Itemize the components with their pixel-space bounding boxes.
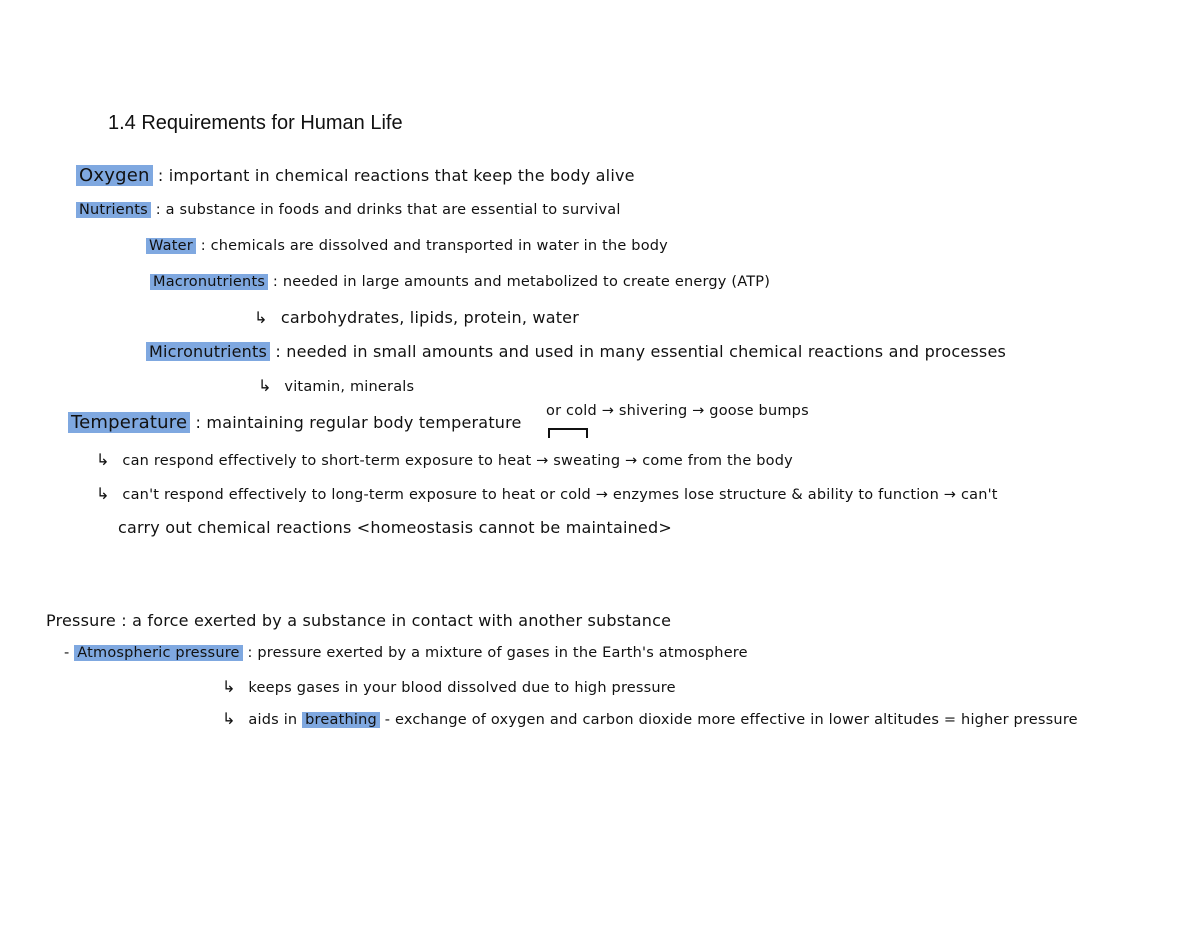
water-text: chemicals are dissolved and transported in water in the body: [210, 238, 668, 254]
nutrients-line: [76, 202, 621, 218]
nutrients-sep: :: [155, 202, 161, 218]
pressure-term: Pressure: [46, 611, 116, 630]
temperature-point-1: [96, 450, 793, 469]
pressure-sub-2-post: - exchange of oxygen and carbon dioxide more effective in lower altitudes = higher pressure: [384, 712, 1078, 728]
breathing-term: breathing: [302, 712, 380, 728]
micro-line: [146, 342, 1006, 361]
pressure-sub-1: [222, 677, 676, 696]
oxygen-sep: :: [157, 166, 164, 185]
sub-arrow-icon: ↳: [258, 376, 272, 395]
atmospheric-line: [64, 645, 748, 661]
bracket-mark: [548, 428, 588, 438]
pressure-sub-2: [222, 709, 1078, 728]
macro-term: Macronutrients: [150, 274, 268, 290]
temperature-point-2-text: can't respond effectively to long-term exposure to heat or cold → enzymes lose structure & ability to function → can't: [122, 487, 998, 503]
macro-text: needed in large amounts and metabolized to create energy (ATP): [282, 274, 771, 290]
pressure-sub-2-pre: aids in: [248, 712, 298, 728]
temperature-point-1-text: can respond effectively to short-term exposure to heat → sweating → come from the body: [122, 453, 793, 469]
micro-term: Micronutrients: [146, 342, 270, 361]
temperature-text: maintaining regular body temperature: [206, 413, 522, 432]
pressure-line: [46, 611, 671, 630]
water-term: Water: [146, 238, 196, 254]
oxygen-text: important in chemical reactions that keep the body alive: [168, 166, 635, 185]
temperature-sep: :: [195, 413, 202, 432]
micro-text: needed in small amounts and used in many essential chemical reactions and processes: [286, 342, 1007, 361]
macro-line: [150, 274, 770, 290]
atmospheric-term: Atmospheric pressure: [74, 645, 242, 661]
sub-arrow-icon: ↳: [96, 484, 110, 503]
temperature-term: Temperature: [68, 412, 190, 433]
atmospheric-dash: -: [64, 645, 70, 661]
micro-sub-line: [258, 376, 414, 395]
macro-sep: :: [272, 274, 278, 290]
macro-sub-line: [254, 308, 579, 327]
sub-arrow-icon: ↳: [96, 450, 110, 469]
pressure-sep: :: [121, 611, 127, 630]
water-sep: :: [200, 238, 206, 254]
temperature-point-2-cont: carry out chemical reactions <homeostasis cannot be maintained>: [118, 518, 672, 537]
water-line: [146, 238, 668, 254]
temperature-point-2: [96, 484, 998, 503]
micro-sep: :: [275, 342, 281, 361]
atmospheric-text: : pressure exerted by a mixture of gases in the Earth's atmosphere: [247, 645, 748, 661]
sub-arrow-icon: ↳: [254, 308, 268, 327]
sub-arrow-icon: ↳: [222, 709, 236, 728]
sub-arrow-icon: ↳: [222, 677, 236, 696]
oxygen-line: [76, 165, 635, 186]
pressure-text: a force exerted by a substance in contact with another substance: [132, 611, 672, 630]
micro-sub: vitamin, minerals: [284, 379, 415, 395]
nutrients-text: a substance in foods and drinks that are essential to survival: [165, 202, 621, 218]
nutrients-term: Nutrients: [76, 202, 151, 218]
oxygen-term: Oxygen: [76, 165, 153, 186]
temperature-line: [68, 412, 522, 433]
page-title: 1.4 Requirements for Human Life: [108, 112, 403, 134]
pressure-sub-1-text: keeps gases in your blood dissolved due to high pressure: [248, 680, 676, 696]
temperature-aside: or cold → shivering → goose bumps: [546, 403, 809, 419]
macro-sub: carbohydrates, lipids, protein, water: [280, 308, 579, 327]
